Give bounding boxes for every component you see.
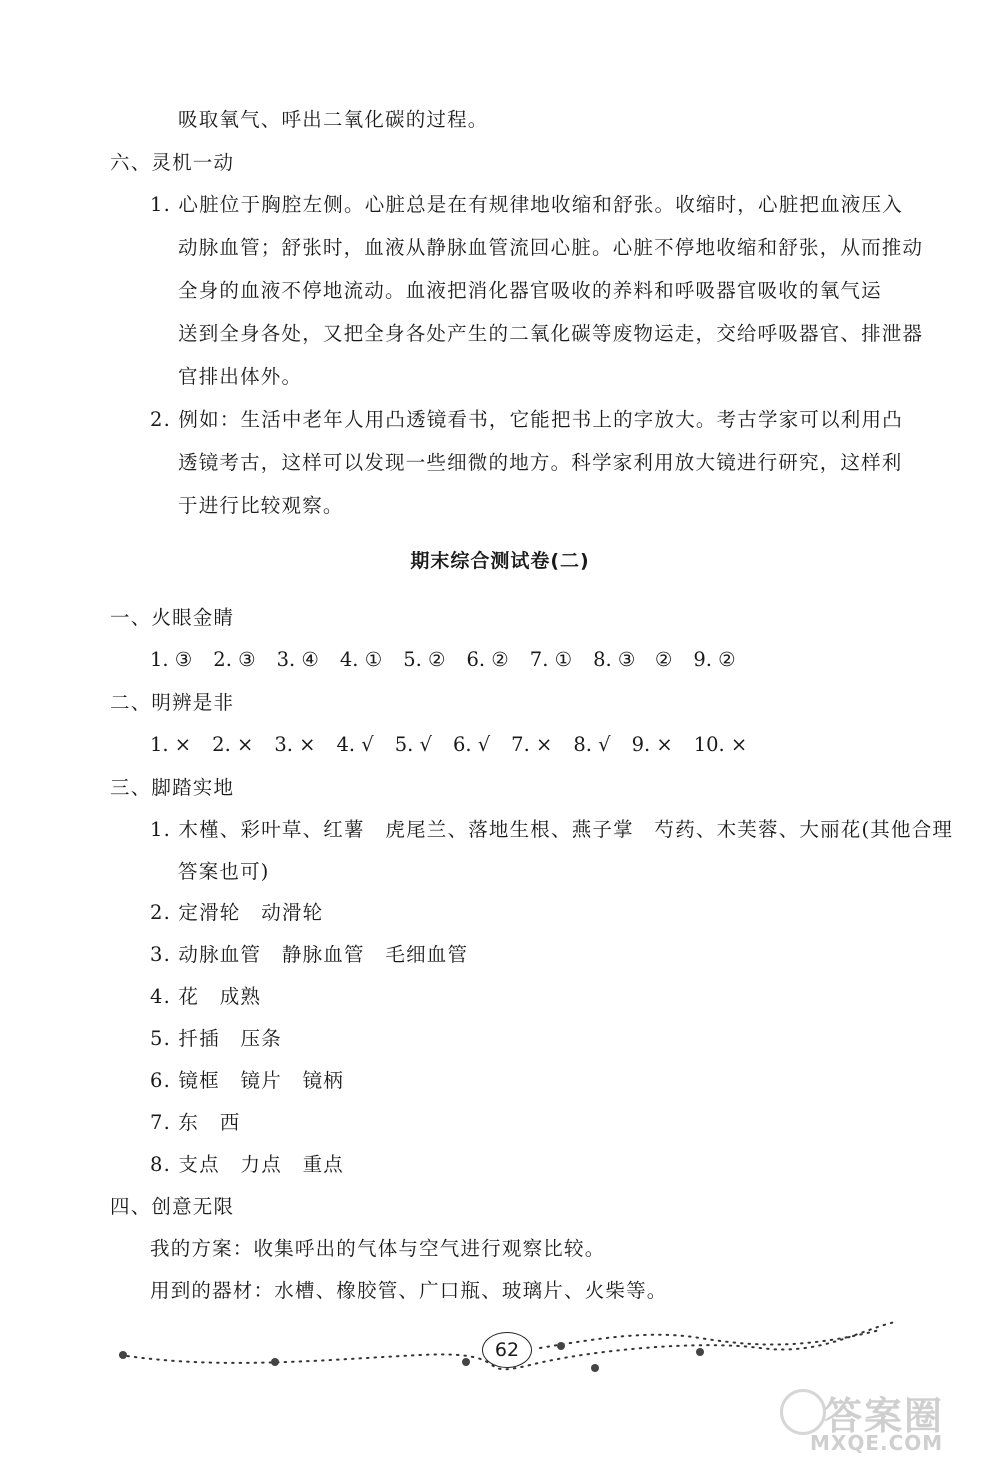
- text-line: 答案也可): [178, 860, 270, 883]
- text-line: 一、火眼金睛: [110, 606, 235, 629]
- text-line: 于进行比较观察。: [178, 494, 344, 517]
- text-line: 透镜考古，这样可以发现一些细微的地方。科学家利用放大镜进行研究，这样利: [178, 451, 903, 474]
- answer-item: 9. ×: [631, 733, 673, 756]
- answer-item: 7. ①: [529, 648, 573, 671]
- text-line: 1. 木槿、彩叶草、红薯 虎尾兰、落地生根、燕子掌 芍药、木芙蓉、大丽花(其他合理: [150, 818, 954, 841]
- choice-answers: [150, 648, 757, 672]
- text-line: 7. 东 西: [150, 1111, 241, 1134]
- ornament-dot-icon: [462, 1358, 470, 1366]
- text-line: 三、脚踏实地: [110, 776, 235, 799]
- answer-item: 9. ②: [693, 648, 736, 671]
- answer-item: 1. ×: [150, 733, 192, 756]
- answer-item: 4. ①: [339, 648, 383, 671]
- answer-item: 10. ×: [693, 733, 748, 756]
- answer-item: 8. √: [573, 733, 611, 756]
- answer-item: 3. ×: [274, 733, 316, 756]
- watermark-logo-icon: [780, 1389, 826, 1435]
- text-line: 二、明辨是非: [110, 691, 235, 714]
- text-line: 8. 支点 力点 重点: [150, 1153, 345, 1176]
- section-title: 期末综合测试卷(二): [410, 550, 590, 572]
- text-line: 2. 例如：生活中老年人用凸透镜看书，它能把书上的字放大。考古学家可以利用凸: [150, 408, 903, 431]
- text-line: 4. 花 成熟: [150, 985, 262, 1008]
- ornament-dot-icon: [696, 1348, 704, 1356]
- text-line: 四、创意无限: [110, 1195, 235, 1218]
- text-line: 5. 扦插 压条: [150, 1027, 282, 1050]
- text-line: 我的方案：收集呼出的气体与空气进行观察比较。: [150, 1237, 606, 1260]
- page-number: 62: [482, 1332, 532, 1368]
- text-line: 1. 心脏位于胸腔左侧。心脏总是在有规律地收缩和舒张。收缩时，心脏把血液压入: [150, 193, 903, 216]
- watermark-text: 答案圈: [824, 1394, 945, 1438]
- judge-answers: [150, 733, 768, 757]
- answer-item: 1. ③: [150, 648, 193, 671]
- text-line: 吸取氧气、呼出二氧化碳的过程。: [178, 108, 489, 131]
- text-line: 6. 镜框 镜片 镜柄: [150, 1069, 345, 1092]
- answer-item: 2. ③: [213, 648, 256, 671]
- answer-item: 7. ×: [511, 733, 553, 756]
- text-line: 用到的器材：水槽、橡胶管、广口瓶、玻璃片、火柴等。: [150, 1279, 668, 1302]
- ornament-dot-icon: [271, 1358, 279, 1366]
- answer-item: 8. ③ ②: [593, 648, 673, 671]
- answer-item: 4. √: [336, 733, 374, 756]
- text-line: 2. 定滑轮 动滑轮: [150, 901, 324, 924]
- text-line: 动脉血管；舒张时，血液从静脉血管流回心脏。心脏不停地收缩和舒张，从而推动: [178, 236, 924, 259]
- text-line: 送到全身各处，又把全身各处产生的二氧化碳等废物运走，交给呼吸器官、排泄器: [178, 322, 924, 345]
- answer-item: 6. ②: [466, 648, 509, 671]
- text-line: 全身的血液不停地流动。血液把消化器官吸收的养料和呼吸器官吸收的氧气运: [178, 279, 882, 302]
- text-line: 官排出体外。: [178, 365, 303, 388]
- ornament-dot-icon: [591, 1364, 599, 1372]
- answer-item: 6. √: [452, 733, 491, 756]
- text-line: 六、灵机一动: [110, 151, 235, 174]
- text-line: 3. 动脉血管 静脉血管 毛细血管: [150, 943, 469, 966]
- answer-item: 5. ②: [403, 648, 446, 671]
- ornament-dot-icon: [119, 1351, 127, 1359]
- answer-item: 2. ×: [212, 733, 254, 756]
- ornament-dot-icon: [557, 1342, 565, 1350]
- watermark-url: MXQE.COM: [810, 1431, 944, 1455]
- watermark: [780, 1385, 995, 1457]
- answer-item: 3. ④: [276, 648, 319, 671]
- answer-item: 5. √: [394, 733, 432, 756]
